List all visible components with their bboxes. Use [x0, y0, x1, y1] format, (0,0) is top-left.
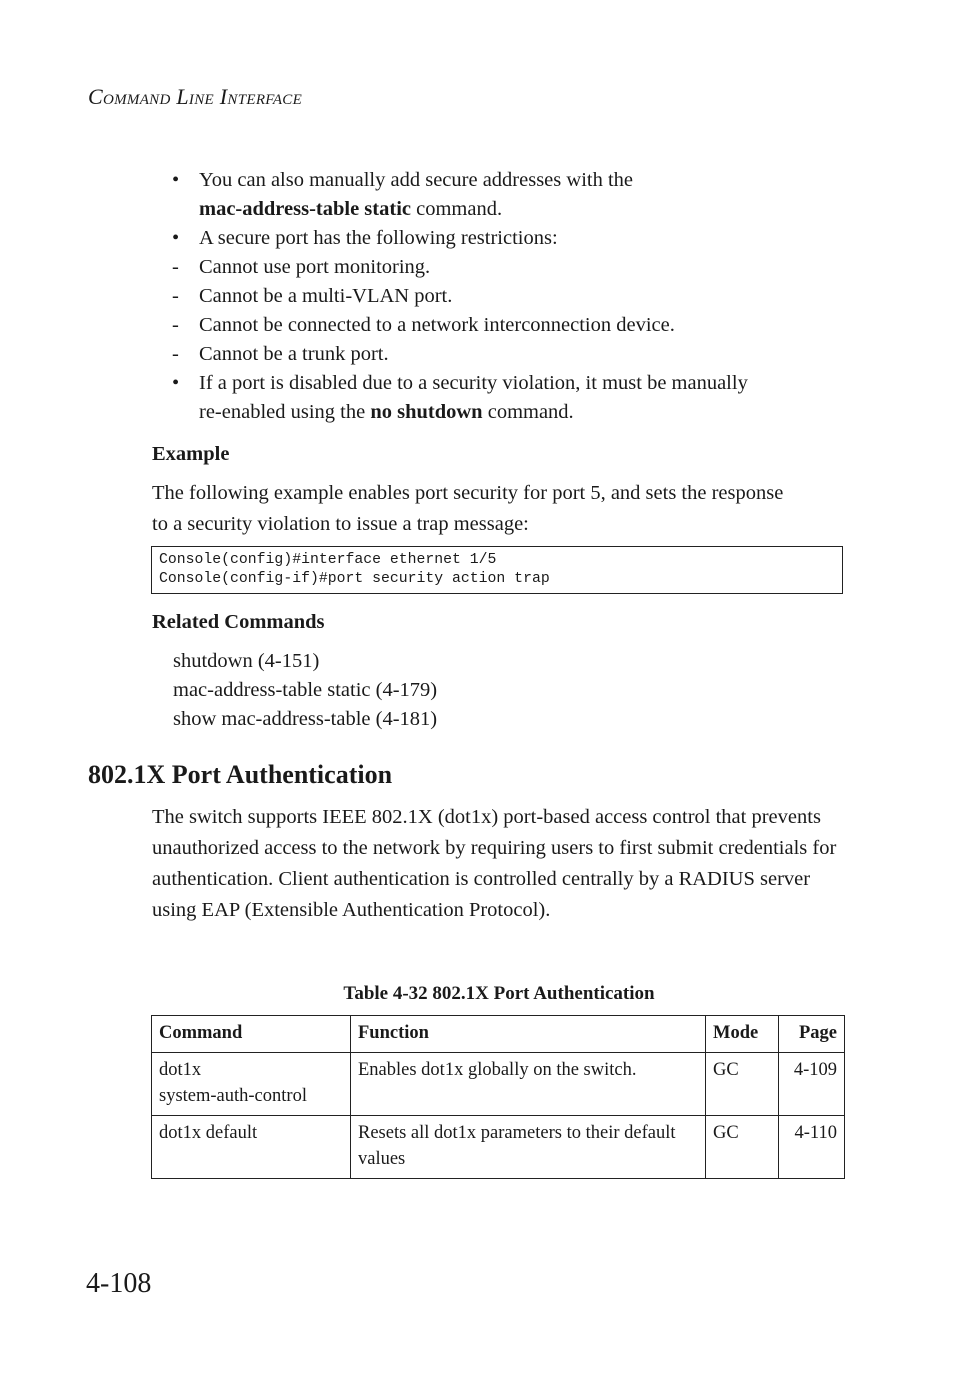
column-header-command: Command — [152, 1016, 351, 1053]
table-caption: Table 4-32 802.1X Port Authentication — [343, 983, 655, 1004]
bullet-icon: • — [172, 169, 180, 191]
list-item — [172, 369, 852, 427]
list-item — [172, 224, 852, 253]
cell-mode: GC — [706, 1053, 779, 1116]
list-item — [172, 166, 852, 224]
sub-list-item: - Cannot be a trunk port. — [172, 340, 852, 369]
restrictions-list — [172, 166, 852, 427]
cell-mode: GC — [706, 1116, 779, 1179]
table-row — [152, 1053, 845, 1116]
related-command-item: shutdown (4-151) — [173, 650, 320, 672]
bullet-icon: • — [172, 227, 180, 249]
cell-command: dot1x system-auth-control — [152, 1053, 351, 1116]
code-line: Console(config-if)#port security action trap — [159, 571, 550, 587]
sub-list-item: - Cannot be connected to a network interconnection device. — [172, 311, 852, 340]
section-title: 802.1X Port Authentication — [88, 760, 393, 789]
column-header-page: Page — [779, 1016, 845, 1053]
command-table — [151, 1015, 845, 1179]
related-commands-list — [173, 647, 437, 734]
bullet-text: If a port is disabled due to a security violation, it must be manually re-enabled using the no shutdown command. — [199, 372, 748, 423]
example-heading: Example — [152, 443, 230, 465]
code-block — [151, 546, 843, 594]
sub-list-item: - Cannot use port monitoring. — [172, 253, 852, 282]
page-number: 4-108 — [86, 1268, 152, 1299]
bullet-text: A secure port has the following restrictions: — [199, 227, 558, 249]
table-row — [152, 1116, 845, 1179]
related-commands-heading: Related Commands — [152, 611, 325, 633]
command-name: no shutdown — [370, 401, 483, 423]
dash-icon: - — [172, 256, 179, 278]
command-name: mac-address-table static — [199, 198, 411, 220]
table-header-row — [152, 1016, 845, 1053]
dash-icon: - — [172, 285, 179, 307]
related-command-item: mac-address-table static (4-179) — [173, 679, 438, 701]
related-command-item: show mac-address-table (4-181) — [173, 708, 438, 730]
cell-page: 4-110 — [779, 1116, 845, 1179]
dash-icon: - — [172, 314, 179, 336]
bullet-text: You can also manually add secure addresses with the mac-address-table static command. — [199, 169, 634, 220]
column-header-mode: Mode — [706, 1016, 779, 1053]
running-header: Command Line Interface — [88, 84, 303, 109]
cell-page: 4-109 — [779, 1053, 845, 1116]
cell-function: Resets all dot1x parameters to their default values — [351, 1116, 706, 1179]
section-text: The switch supports IEEE 802.1X (dot1x) port-based access control that prevents unauthorized access to the network by requiring users to first submit credentials for authentication. Client authentication is controlled centrally by a RADIUS server using EAP (Extensible Authentication Protocol). — [152, 806, 837, 921]
sub-list-item: - Cannot be a multi-VLAN port. — [172, 282, 852, 311]
code-line: Console(config)#interface ethernet 1/5 — [159, 552, 497, 568]
bullet-icon: • — [172, 372, 180, 394]
column-header-function: Function — [351, 1016, 706, 1053]
cell-function: Enables dot1x globally on the switch. — [351, 1053, 706, 1116]
dash-icon: - — [172, 343, 179, 365]
cell-command: dot1x default — [152, 1116, 351, 1179]
example-text: The following example enables port security for port 5, and sets the response to a security violation to issue a trap message: — [152, 482, 784, 535]
